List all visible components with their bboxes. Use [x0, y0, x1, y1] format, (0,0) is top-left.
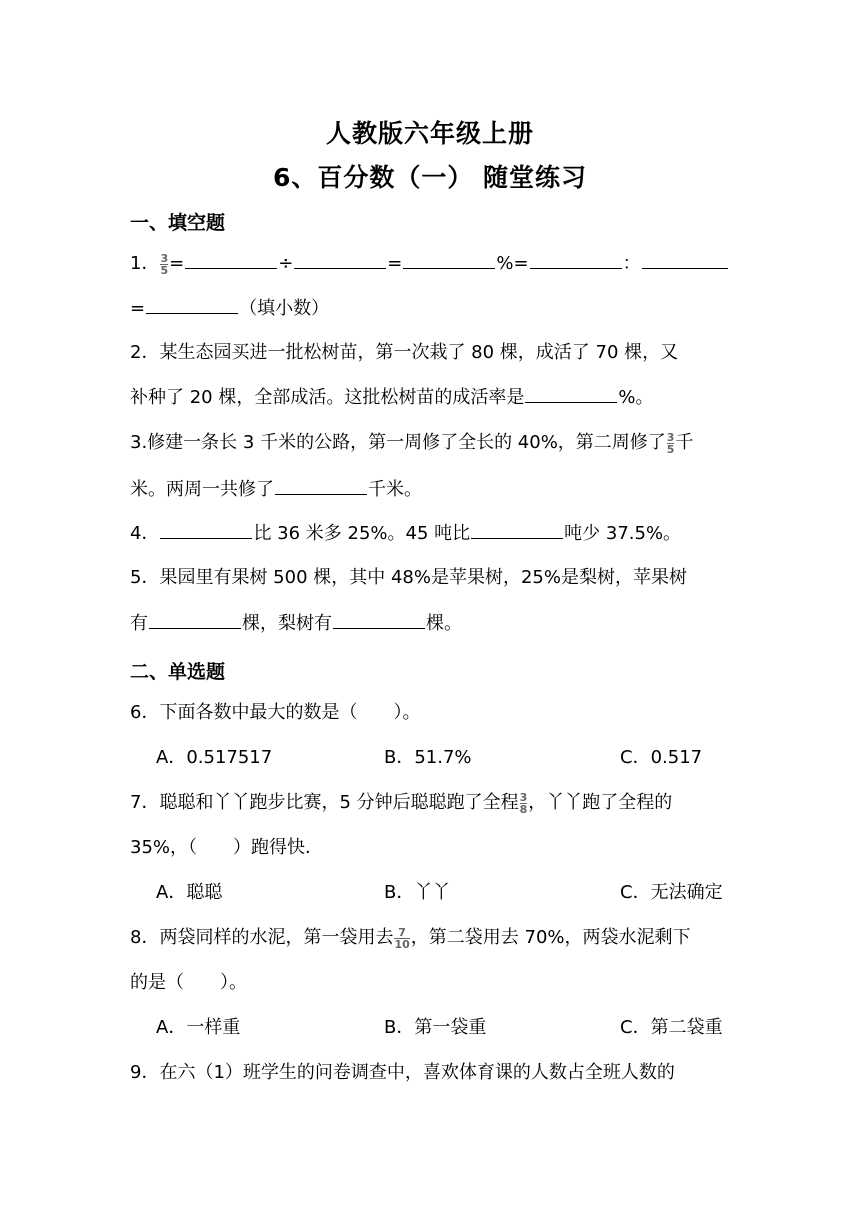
answer-blank[interactable]	[294, 248, 386, 269]
fraction-denominator: 10	[394, 937, 410, 951]
question-8-option-c[interactable]: C．第二袋重	[620, 1017, 723, 1038]
percent-equals: %=	[496, 253, 529, 274]
question-6-option-a[interactable]: A．0.517517	[156, 747, 273, 768]
question-4-line	[130, 518, 681, 549]
fraction-numerator: 3	[666, 430, 675, 444]
question-3-text: 米。两周一共修了	[130, 479, 274, 500]
fraction-numerator: 3	[160, 251, 169, 265]
question-5-text: 棵。	[426, 613, 462, 634]
equals-sign: =	[169, 253, 185, 274]
question-7-text: ，丫丫跑了全程的	[528, 792, 673, 813]
fraction-numerator: 7	[398, 925, 406, 939]
answer-blank[interactable]	[530, 248, 622, 269]
question-8-option-b[interactable]: B．第一袋重	[384, 1017, 487, 1038]
question-4-text: 比 36 米多 25%。45 吨比	[253, 523, 471, 544]
worksheet-subtitle: 6、百分数（一） 随堂练习	[272, 163, 588, 192]
answer-blank[interactable]	[160, 518, 252, 539]
question-3-unit: 千	[675, 432, 694, 453]
question-8-text: 8．两袋同样的水泥，第一袋用去	[130, 927, 394, 948]
fraction-denominator: 8	[519, 802, 528, 816]
question-8-line-1	[130, 923, 691, 953]
question-4-text: 吨少 37.5%。	[564, 523, 682, 544]
question-1-line-1	[130, 248, 729, 279]
fraction-3-5	[160, 253, 168, 276]
question-1-line-2	[130, 293, 329, 324]
question-5-line-2	[130, 608, 462, 639]
equals-sign: =	[387, 253, 403, 274]
question-3-line-2	[130, 474, 422, 505]
question-2-text: 补种了 20 棵，全部成活。这批松树苗的成活率是	[130, 387, 525, 408]
section-single-choice: 二、单选题	[130, 661, 226, 683]
question-4-number: 4．	[130, 523, 160, 544]
answer-blank[interactable]	[275, 474, 367, 495]
fraction-denominator: 5	[666, 442, 675, 456]
question-3-text: 3.修建一条长 3 千米的公路，第一周修了全长的 40%，第二周修了	[130, 432, 666, 453]
question-3-unit: 千米。	[368, 479, 422, 500]
question-5-text: 有	[130, 613, 148, 634]
question-7-option-b[interactable]: B．丫丫	[384, 882, 451, 903]
worksheet-title: 人教版六年级上册	[325, 119, 534, 148]
question-9-line-1: 9．在六（1）班学生的问卷调查中，喜欢体育课的人数占全班人数的	[130, 1062, 675, 1083]
division-sign: ÷	[278, 253, 294, 274]
question-7-line-2: 35%，（ ）跑得快.	[130, 837, 311, 858]
question-8-text: ，第二袋用去 70%，两袋水泥剩下	[410, 927, 691, 948]
question-6-option-c[interactable]: C．0.517	[620, 747, 703, 768]
answer-blank[interactable]	[471, 518, 563, 539]
question-8-option-a[interactable]: A．一样重	[156, 1017, 241, 1038]
fraction-3-5	[667, 432, 675, 455]
question-5-line-1: 5．果园里有果树 500 棵，其中 48%是苹果树，25%是梨树，苹果树	[130, 567, 687, 588]
answer-blank[interactable]	[403, 248, 495, 269]
question-1-hint: （填小数）	[239, 298, 330, 319]
question-5-text: 棵，梨树有	[242, 613, 332, 634]
answer-blank[interactable]	[185, 248, 277, 269]
equals-sign: =	[130, 298, 146, 319]
answer-blank[interactable]	[642, 248, 728, 269]
section-fill-in: 一、填空题	[130, 212, 226, 234]
question-3-line-1	[130, 428, 693, 458]
answer-blank[interactable]	[525, 382, 617, 403]
question-2-unit: %。	[618, 387, 654, 408]
question-7-option-c[interactable]: C．无法确定	[620, 882, 723, 903]
question-6-stem: 6．下面各数中最大的数是（ ）。	[130, 702, 421, 723]
question-6-option-b[interactable]: B．51.7%	[384, 747, 472, 768]
answer-blank[interactable]	[146, 293, 238, 314]
fraction-3-8	[520, 792, 528, 815]
answer-blank[interactable]	[149, 608, 241, 629]
ratio-colon: ：	[622, 253, 641, 274]
question-7-option-a[interactable]: A．聪聪	[156, 882, 223, 903]
question-1-number: 1．	[130, 253, 160, 274]
question-7-text: 7．聪聪和丫丫跑步比赛，5 分钟后聪聪跑了全程	[130, 792, 519, 813]
answer-blank[interactable]	[333, 608, 425, 629]
question-8-line-2: 的是（ ）。	[130, 972, 247, 993]
question-2-line-2	[130, 382, 653, 413]
fraction-denominator: 5	[160, 263, 169, 277]
fraction-numerator: 3	[519, 790, 528, 804]
question-7-line-1	[130, 788, 672, 818]
question-2-line-1: 2．某生态园买进一批松树苗，第一次栽了 80 棵，成活了 70 棵，又	[130, 342, 679, 363]
fraction-7-10	[394, 927, 409, 950]
